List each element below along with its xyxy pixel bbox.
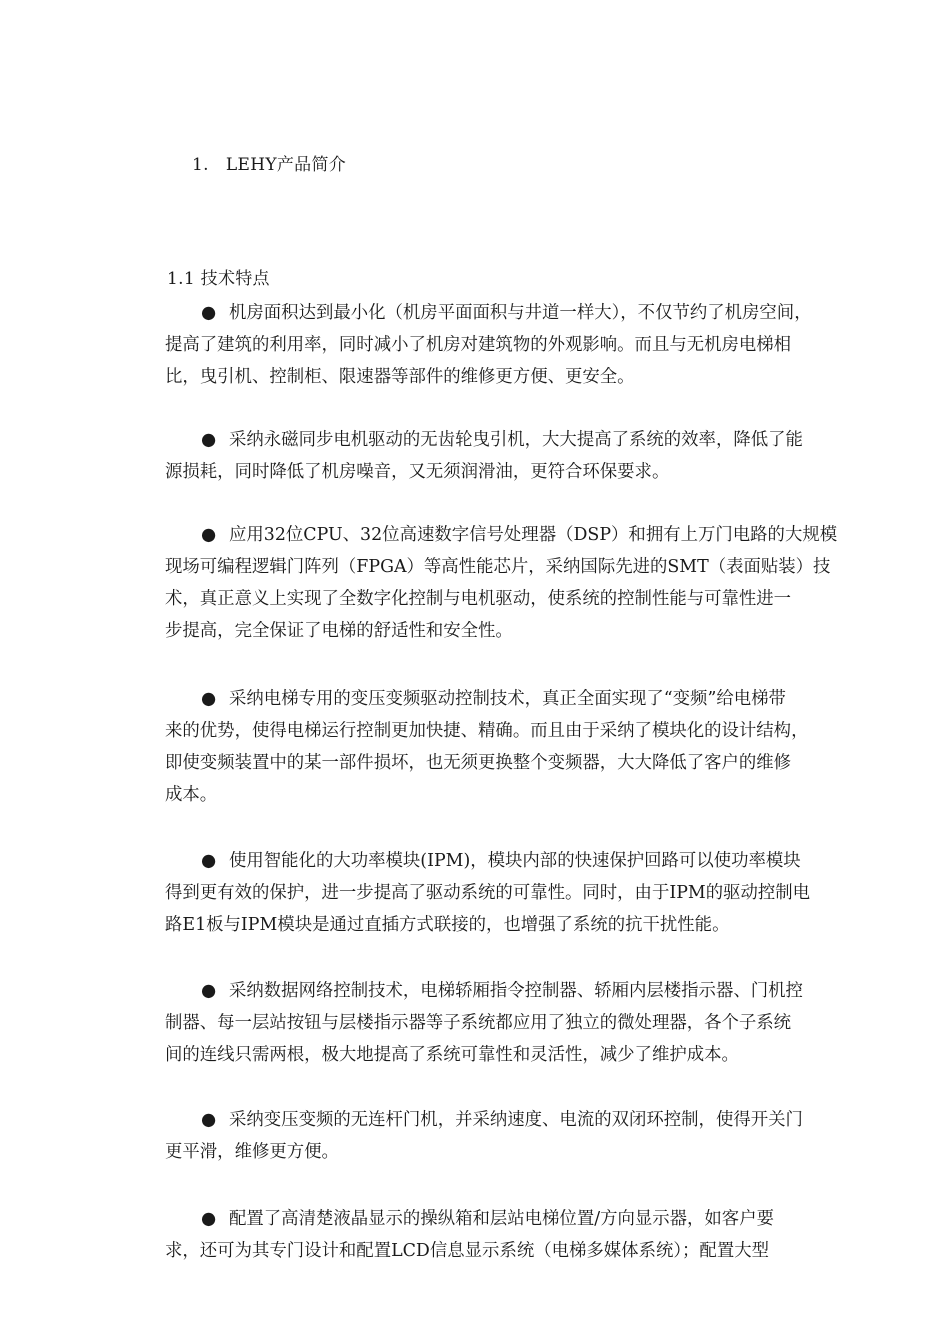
line-text: 求，还可为其专门设计和配置LCD信息显示系统（电梯多媒体系统）；配置大型	[165, 1241, 769, 1261]
paragraph-line	[165, 877, 871, 909]
line-text: 源损耗，同时降低了机房噪音，又无须润滑油，更符合环保要求。	[165, 462, 670, 482]
line-text: 路E1板与IPM模块是通过直插方式联接的，也增强了系统的抗干扰性能。	[165, 915, 730, 935]
paragraph-line	[165, 456, 871, 488]
line-text: 制器、每一层站按钮与层楼指示器等子系统都应用了独立的微处理器，各个子系统	[165, 1013, 792, 1033]
bullet-paragraph	[165, 1104, 871, 1168]
paragraph-line	[165, 519, 871, 551]
bullet-icon: ●	[201, 851, 217, 871]
line-text: 提高了建筑的利用率，同时减小了机房对建筑物的外观影响。而且与无机房电梯相	[165, 335, 792, 355]
bullet-icon: ●	[201, 1209, 217, 1229]
line-text: 步提高，完全保证了电梯的舒适性和安全性。	[165, 621, 513, 641]
section-heading: 1. LEHY产品简介	[192, 155, 347, 175]
line-text: 采纳永磁同步电机驱动的无齿轮曳引机，大大提高了系统的效率，降低了能	[229, 430, 803, 450]
paragraph-line	[165, 1203, 871, 1235]
bullet-icon: ●	[201, 525, 217, 545]
line-text: 采纳变压变频的无连杆门机，并采纳速度、电流的双闭环控制，使得开关门	[229, 1110, 803, 1130]
bullet-icon: ●	[201, 689, 217, 709]
line-text: 应用32位CPU、32位高速数字信号处理器（DSP）和拥有上万门电路的大规模	[229, 525, 838, 545]
paragraph-line	[165, 329, 871, 361]
paragraph-line	[165, 909, 871, 941]
bullet-icon: ●	[201, 430, 217, 450]
paragraph-line	[165, 779, 871, 811]
paragraph-line	[165, 975, 871, 1007]
line-text: 现场可编程逻辑门阵列（FPGA）等高性能芯片，采纳国际先进的SMT（表面贴装）技	[165, 557, 831, 577]
paragraph-line	[165, 683, 871, 715]
line-text: 术，真正意义上实现了全数字化控制与电机驱动，使系统的控制性能与可靠性进一	[165, 589, 792, 609]
line-text: 成本。	[165, 785, 218, 805]
paragraph-line	[165, 715, 871, 747]
line-text: 得到更有效的保护，进一步提高了驱动系统的可靠性。同时，由于IPM的驱动控制电	[165, 883, 811, 903]
line-text: 比，曳引机、控制柜、限速器等部件的维修更方便、更安全。	[165, 367, 635, 387]
bullet-paragraph	[165, 424, 871, 488]
paragraph-line	[165, 361, 871, 393]
line-text: 配置了高清楚液晶显示的操纵箱和层站电梯位置/方向显示器，如客户要	[229, 1209, 774, 1229]
paragraph-line	[165, 424, 871, 456]
line-text: 机房面积达到最小化（机房平面面积与井道一样大），不仅节约了机房空间，	[229, 303, 812, 323]
paragraph-line	[165, 1007, 871, 1039]
paragraph-line	[165, 583, 871, 615]
bullet-icon: ●	[201, 1110, 217, 1130]
line-text: 更平滑，维修更方便。	[165, 1142, 339, 1162]
line-text: 使用智能化的大功率模块(IPM)，模块内部的快速保护回路可以使功率模块	[229, 851, 801, 871]
line-text: 采纳电梯专用的变压变频驱动控制技术，真正全面实现了“变频”给电梯带	[229, 689, 786, 709]
line-text: 即使变频装置中的某一部件损坏，也无须更换整个变频器，大大降低了客户的维修	[165, 753, 792, 773]
line-text: 来的优势，使得电梯运行控制更加快捷、精确。而且由于采纳了模块化的设计结构，	[165, 721, 809, 741]
line-text: 间的连线只需两根，极大地提高了系统可靠性和灵活性，减少了维护成本。	[165, 1045, 739, 1065]
paragraph-line	[165, 1039, 871, 1071]
line-text: 采纳数据网络控制技术，电梯轿厢指令控制器、轿厢内层楼指示器、门机控	[229, 981, 803, 1001]
bullet-icon: ●	[201, 303, 217, 323]
bullet-paragraph	[165, 297, 871, 393]
paragraph-line	[165, 1235, 871, 1267]
bullet-icon: ●	[201, 981, 217, 1001]
paragraph-line	[165, 551, 871, 583]
bullet-paragraph	[165, 1203, 871, 1267]
paragraph-line	[165, 297, 871, 329]
bullet-paragraph	[165, 683, 871, 811]
bullet-paragraph	[165, 845, 871, 941]
subsection-heading: 1.1 技术特点	[167, 269, 270, 289]
bullet-paragraph	[165, 519, 871, 647]
paragraph-line	[165, 747, 871, 779]
bullet-paragraph	[165, 975, 871, 1071]
paragraph-line	[165, 615, 871, 647]
paragraph-line	[165, 1136, 871, 1168]
paragraph-line	[165, 845, 871, 877]
paragraph-line	[165, 1104, 871, 1136]
